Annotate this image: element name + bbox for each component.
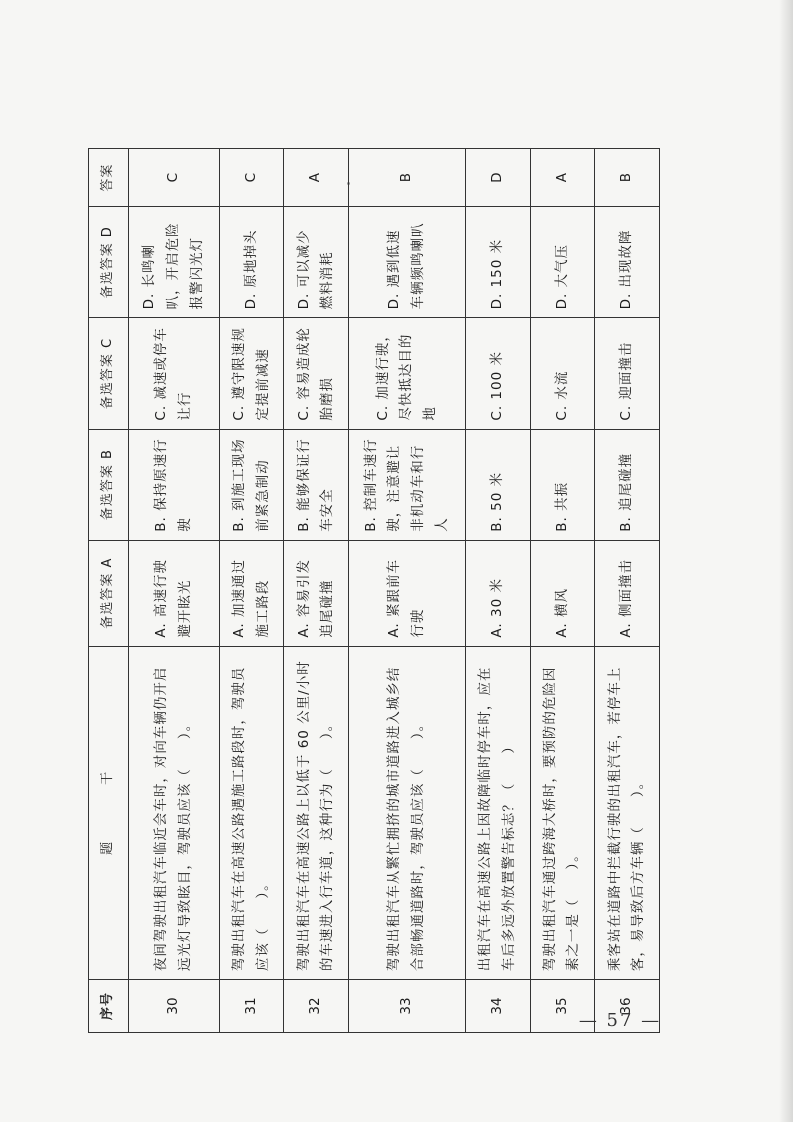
option-c: C. 迎面撞击 [595, 318, 660, 429]
question-stem: 驾驶出租汽车在高速公路上以低于 60 公里/小时的车速进入行车道，这种行为（ ）。 [284, 646, 349, 979]
table-row [349, 149, 466, 1033]
option-b: B. 追尾碰撞 [595, 429, 660, 540]
table-row [284, 149, 349, 1033]
table-row [466, 149, 531, 1033]
question-stem: 驾驶出租汽车通过跨海大桥时，要预防的危险因素之一是（ ）。 [530, 646, 595, 979]
header-stem: 题 干 [89, 646, 129, 979]
question-number: 33 [349, 980, 466, 1033]
option-b: B. 控制车速行驶，注意避让非机动车和行人 [349, 429, 466, 540]
answer-cell: D [466, 149, 531, 207]
option-d: D. 遇到低速车辆频鸣喇叭 [349, 207, 466, 318]
header-option-a: 备选答案 A [89, 540, 129, 646]
option-a: A. 高速行驶避开眩光 [129, 540, 220, 646]
option-b: B. 能够保证行车安全 [284, 429, 349, 540]
option-c: C. 减速或停车让行 [129, 318, 220, 429]
option-d: D. 原地掉头 [219, 207, 284, 318]
question-number: 30 [129, 980, 220, 1033]
table-row [219, 149, 284, 1033]
question-stem: 驾驶出租汽车从繁忙拥挤的城市道路进入城乡结合部畅通道路时，驾驶员应该（ ）。 [349, 646, 466, 979]
header-option-b: 备选答案 B [89, 429, 129, 540]
question-number: 36 [595, 980, 660, 1033]
question-number: 32 [284, 980, 349, 1033]
option-a: A. 加速通过施工路段 [219, 540, 284, 646]
scan-edge-shadow [779, 0, 793, 1122]
option-a: A. 容易引发追尾碰撞 [284, 540, 349, 646]
answer-cell: A [530, 149, 595, 207]
rotated-question-table-container [88, 148, 660, 1033]
table-row [530, 149, 595, 1033]
header-option-c: 备选答案 C [89, 318, 129, 429]
page-number: — 57 — [578, 1010, 662, 1031]
question-stem: 乘客站在道路中拦截行驶的出租汽车，若停车上客，易导致后方车辆（ ）。 [595, 646, 660, 979]
option-d: D. 150 米 [466, 207, 531, 318]
question-number: 34 [466, 980, 531, 1033]
option-a: A. 30 米 [466, 540, 531, 646]
answer-cell: C [129, 149, 220, 207]
option-d: D. 出现故障 [595, 207, 660, 318]
question-number: 35 [530, 980, 595, 1033]
table-row [595, 149, 660, 1033]
header-num: 序号 [89, 980, 129, 1033]
table-header-row [89, 149, 129, 1033]
option-a: A. 紧跟前车行驶 [349, 540, 466, 646]
option-c: C. 容易造成轮胎磨损 [284, 318, 349, 429]
option-a: A. 侧面撞击 [595, 540, 660, 646]
option-b: B. 到施工现场前紧急制动 [219, 429, 284, 540]
option-a: A. 横风 [530, 540, 595, 646]
table-row [129, 149, 220, 1033]
option-c: C. 加速行驶，尽快抵达目的地 [349, 318, 466, 429]
option-c: C. 水流 [530, 318, 595, 429]
answer-cell: C [219, 149, 284, 207]
header-option-d: 备选答案 D [89, 207, 129, 318]
option-c: C. 遵守限速规定提前减速 [219, 318, 284, 429]
header-answer: 答案 [89, 149, 129, 207]
question-stem: 出租汽车在高速公路上因故障临时停车时，应在车后多远外放置警告标志？（ ） [466, 646, 531, 979]
option-d: D. 大气压 [530, 207, 595, 318]
answer-cell: B [349, 149, 466, 207]
option-b: B. 共振 [530, 429, 595, 540]
answer-cell: A [284, 149, 349, 207]
question-stem: 夜间驾驶出租汽车临近会车时，对向车辆仍开启远光灯导致眩目，驾驶员应该（ ）。 [129, 646, 220, 979]
question-number: 31 [219, 980, 284, 1033]
option-d: D. 可以减少燃料消耗 [284, 207, 349, 318]
option-c: C. 100 米 [466, 318, 531, 429]
option-d: D. 长鸣喇叭，开启危险报警闪光灯 [129, 207, 220, 318]
question-stem: 驾驶出租汽车在高速公路遇施工路段时，驾驶员应该（ ）。 [219, 646, 284, 979]
answer-cell: B [595, 149, 660, 207]
option-b: B. 50 米 [466, 429, 531, 540]
option-b: B. 保持原速行驶 [129, 429, 220, 540]
question-table [88, 148, 660, 1033]
